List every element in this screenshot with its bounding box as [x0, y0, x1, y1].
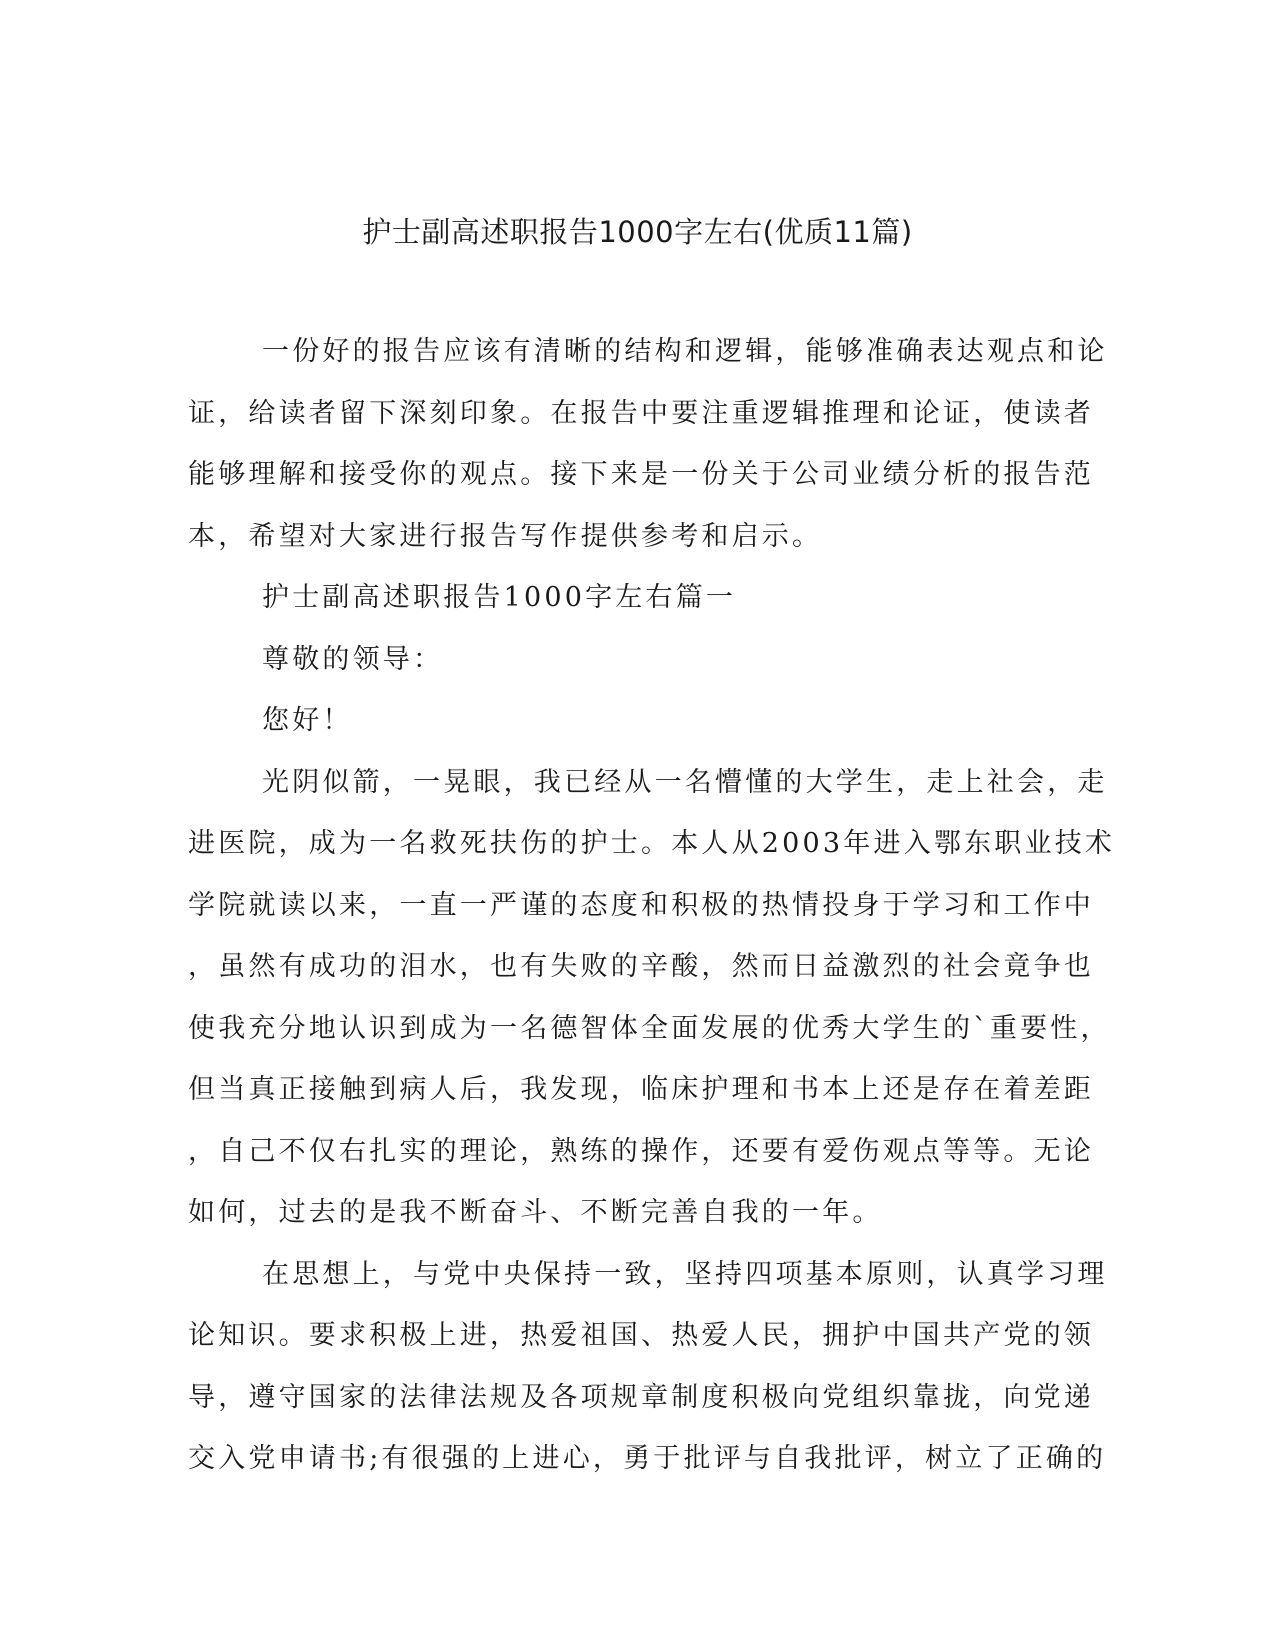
greeting: 您好！: [262, 705, 353, 736]
text-line: 使我充分地认识到成为一名德智体全面发展的优秀大学生的`重要性，: [188, 1012, 1111, 1044]
text-line: 导，遵守国家的法律法规及各项规章制度积极向党组织靠拢，向党递: [188, 1381, 1094, 1413]
text-line: 光阴似箭，一晃眼，我已经从一名懵懂的大学生，走上社会，走: [262, 766, 1108, 798]
text-line: 能够理解和接受你的观点。接下来是一份关于公司业绩分析的报告范: [188, 459, 1094, 490]
text-line: 学院就读以来，一直一严谨的态度和积极的热情投身于学习和工作中: [188, 889, 1094, 921]
section-heading: 护士副高述职报告1000字左右篇一: [262, 582, 737, 613]
document-body: [188, 330, 1116, 1499]
document-title: 护士副高述职报告1000字左右(优质11篇): [362, 215, 913, 249]
text-line: 论知识。要求积极上进，热爱祖国、热爱人民，拥护中国共产党的领: [188, 1320, 1094, 1351]
text-line: 如何，过去的是我不断奋斗、不断完善自我的一年。: [188, 1197, 883, 1228]
text-line: 本，希望对大家进行报告写作提供参考和启示。: [188, 520, 823, 552]
text-line: 但当真正接触到病人后，我发现，临床护理和书本上还是存在着差距: [188, 1074, 1094, 1105]
text-line: 一份好的报告应该有清晰的结构和逻辑，能够准确表达观点和论: [262, 336, 1108, 367]
text-line: ，虽然有成功的泪水，也有失败的辛酸，然而日益激烈的社会竟争也: [188, 951, 1094, 982]
text-line: 证，给读者留下深刻印象。在报告中要注重逻辑推理和论证，使读者: [188, 397, 1094, 429]
text-line: ，自己不仅右扎实的理论，熟练的操作，还要有爱伤观点等等。无论: [188, 1135, 1094, 1167]
salutation: 尊敬的领导：: [262, 643, 444, 675]
text-line: 进医院，成为一名救死扶伤的护士。本人从2003年进入鄂东职业技术: [188, 828, 1116, 859]
text-line: 在思想上，与党中央保持一致，坚持四项基本原则，认真学习理: [262, 1258, 1108, 1290]
text-line: 交入党申请书;有很强的上进心，勇于批评与自我批评，树立了正确的: [188, 1443, 1107, 1474]
